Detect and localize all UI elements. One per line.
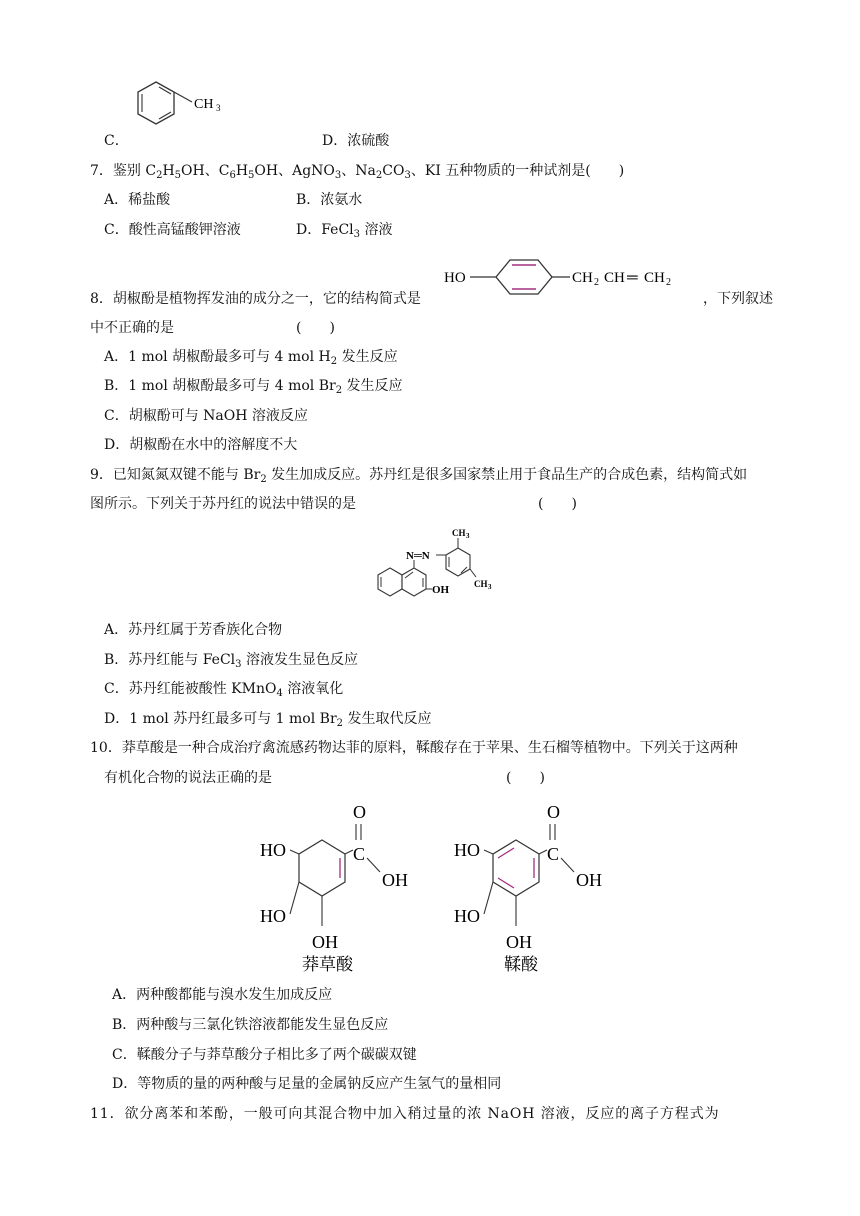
sudan-red-structure [360,522,510,612]
gallic-acid-name: 鞣酸 [504,955,538,974]
q10-option-c: C．鞣酸分子与莽草酸分子相比多了两个碳碳双键 [112,1047,417,1063]
sudan-oh-label: OH [432,584,450,596]
q11-stem-line1: 11．欲分离苯和苯酚，一般可向其混合物中加入稍过量的浓 NaOH 溶液，反应的离子方程式为 [90,1106,720,1122]
chavicol-ch2-subscript: 2 [594,277,599,288]
q7-option-b: B．浓氨水 [296,192,363,208]
q9-option-d: D．1 mol 苏丹红最多可与 1 mol $Br_2$ 发生取代反应 [104,711,432,729]
q10-option-a: A．两种酸都能与溴水发生加成反应 [112,987,333,1003]
q9-option-b: B．苏丹红能与 FeCl$_3$ 溶液发生显色反应 [104,652,358,670]
q7-option-a: A．稀盐酸 [104,192,171,208]
sudan-ch3-top-label: CH [452,528,466,538]
toluene-ch3-label: CH [194,97,214,112]
shikimic-acid-name: 莽草酸 [302,955,353,974]
toluene-ch3-subscript: 3 [216,103,221,113]
q8-answer-paren: ( ) [296,320,335,336]
q9-answer-paren: ( ) [538,496,577,512]
toluene-structure [120,76,240,132]
q8-stem-line1: 8．胡椒酚是植物挥发油的成分之一，它的结构简式是 [90,291,421,307]
shikimic-cooh-oh-label: OH [382,870,408,890]
shikimic-ho-bottom-label: HO [260,906,286,926]
gallic-c-label: C [547,844,560,864]
chavicol-ch2-end-label: CH [644,270,665,286]
sudan-azo-label: N═N [406,550,430,562]
gallic-ho-bottom-label: HO [454,906,480,926]
chavicol-double-bond: ═ [627,270,638,286]
q8-option-d: D．胡椒酚在水中的溶解度不大 [104,437,298,453]
q9-stem-line1: 9．已知氮氮双键不能与 $Br_2$ 发生加成反应。苏丹红是很多国家禁止用于食品生产的合成色素，结构简式如 [90,467,748,485]
q7-stem: 7．鉴别 $C_2H_5OH$、$C_6H_5OH$、AgNO$_3$、$Na_2CO_3$、KI 五种物质的一种试剂是( ) [90,163,625,181]
q8-option-c: C．胡椒酚可与 NaOH 溶液反应 [104,408,308,424]
shikimic-c-label: C [353,844,366,864]
q8-option-b: B．1 mol 胡椒酚最多可与 4 mol $Br_2$ 发生反应 [104,378,403,396]
q6-option-d: D．浓硫酸 [322,133,390,149]
q8-stem-line2: 中不正确的是 [90,320,174,336]
q7-option-d: D．FeCl$_3$ 溶液 [296,222,393,240]
q7-option-c: C．酸性高锰酸钾溶液 [104,222,241,238]
q10-stem-line2: 有机化合物的说法正确的是 [104,770,272,786]
shikimic-ho-top-label: HO [260,840,286,860]
sudan-ch3-top-subscript: 3 [466,532,470,540]
shikimic-o-label: O [353,802,366,822]
sudan-ch3-bottom-label: CH [474,579,488,589]
chavicol-ho-label: HO [444,270,466,286]
q10-answer-paren: ( ) [506,770,545,786]
chavicol-ch-label: CH [604,270,625,286]
gallic-cooh-oh-label: OH [576,870,602,890]
gallic-acid-structure [446,798,616,976]
q10-option-b: B．两种酸与三氯化铁溶液都能发生显色反应 [112,1017,389,1033]
q9-option-a: A．苏丹红属于芳香族化合物 [104,622,283,638]
q8-option-a: A．1 mol 胡椒酚最多可与 4 mol $H_2$ 发生反应 [104,349,398,367]
chavicol-ch2-label: CH [572,270,593,286]
sudan-ch3-bottom-subscript: 3 [488,583,492,591]
q10-stem-line1: 10．莽草酸是一种合成治疗禽流感药物达菲的原料，鞣酸存在于苹果、生石榴等植物中。下列关于这两种 [90,740,738,756]
q8-stem-line1-tail: ，下列叙述 [703,291,773,307]
chavicol-structure [440,254,700,300]
shikimic-oh-bottom-label: OH [312,932,338,952]
shikimic-acid-structure [252,798,422,976]
gallic-ho-top-label: HO [454,840,480,860]
chavicol-ch2-end-subscript: 2 [666,277,671,288]
q6-option-c-label: C． [104,133,129,149]
gallic-o-label: O [547,802,560,822]
q10-option-d: D．等物质的量的两种酸与足量的金属钠反应产生氢气的量相同 [112,1076,502,1092]
gallic-oh-bottom-label: OH [506,932,532,952]
q9-stem-line2: 图所示。下列关于苏丹红的说法中错误的是 [90,496,356,512]
q9-option-c: C．苏丹红能被酸性 KMnO$_4$ 溶液氧化 [104,681,344,699]
